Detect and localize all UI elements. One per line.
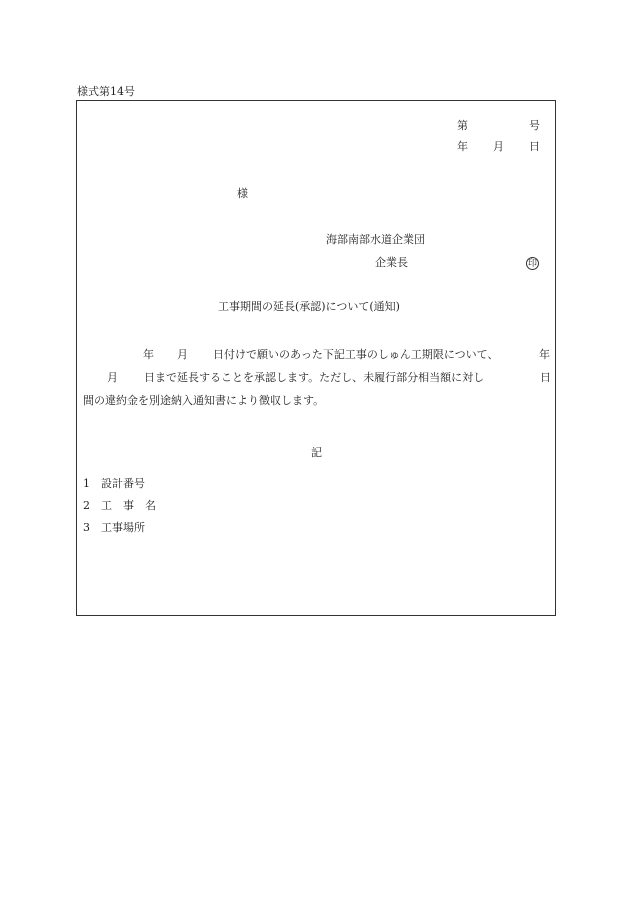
body-line2-day: 日: [540, 371, 551, 384]
sender-title: 企業長: [375, 256, 408, 269]
item-2-label: 工 事 名: [101, 499, 156, 512]
body-line1-month: 月: [177, 348, 188, 361]
date-day: 日: [529, 140, 540, 153]
doc-number-go: 号: [529, 119, 540, 132]
seal-text: 印: [527, 259, 537, 269]
date-year: 年: [457, 140, 468, 153]
ki-heading: 記: [311, 446, 322, 459]
sender-org: 海部南部水道企業団: [326, 233, 425, 246]
body-line2-text: 日まで延長することを承認します。ただし、未履行部分相当額に対し: [144, 371, 485, 384]
body-line1-year: 年: [143, 348, 154, 361]
doc-number-dai: 第: [457, 119, 468, 132]
document-title: 工事期間の延長(承認)について(通知): [218, 300, 400, 313]
recipient-sama: 様: [237, 187, 248, 200]
date-month: 月: [493, 140, 504, 153]
seal-mark: [526, 256, 539, 270]
form-number: 様式第14号: [77, 85, 135, 98]
item-1-label: 設計番号: [101, 477, 145, 490]
body-line3-text: 間の違約金を別途納入通知書により徴収します。: [83, 394, 325, 407]
item-1-num: 1: [83, 477, 90, 490]
item-2-num: 2: [83, 499, 90, 512]
body-line1-year2: 年: [539, 348, 550, 361]
body-line1-text: 日付けで願いのあった下記工事のしゅん工期限について、: [213, 348, 499, 361]
item-3-label: 工事場所: [101, 521, 145, 534]
body-line2-month: 月: [107, 371, 118, 384]
item-3-num: 3: [83, 521, 90, 534]
